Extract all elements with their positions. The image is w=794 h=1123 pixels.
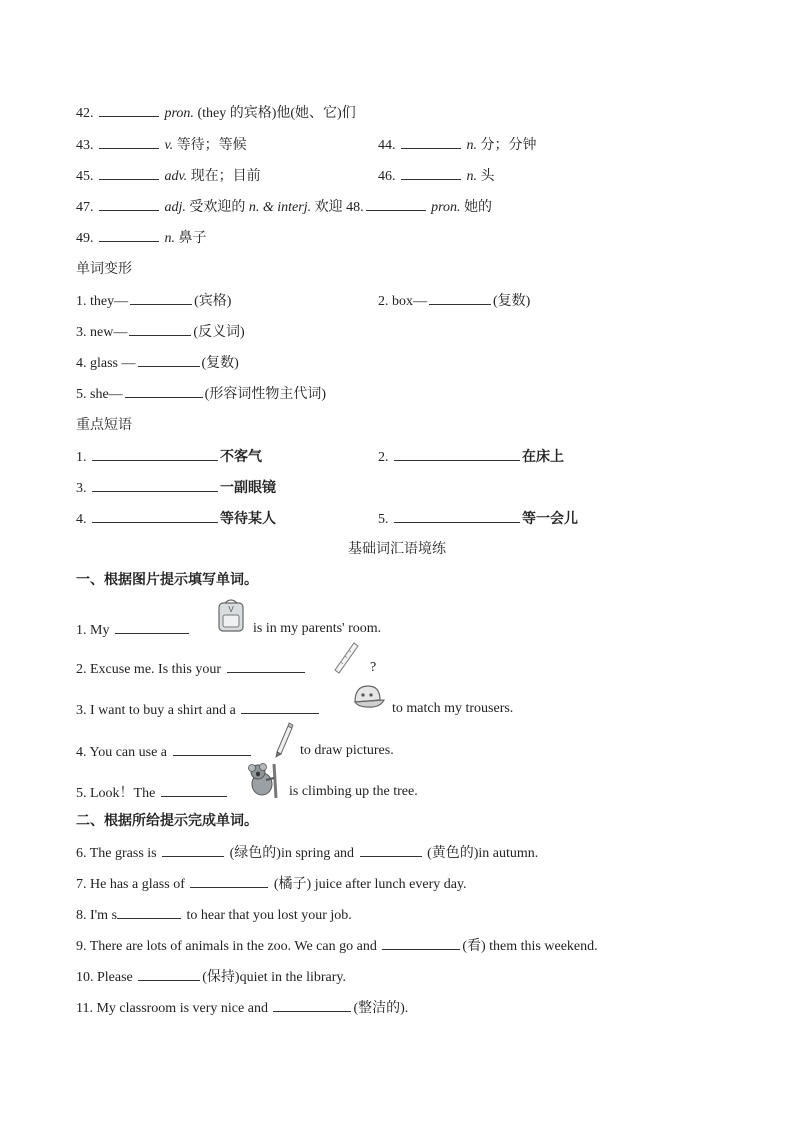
cap-icon (350, 682, 386, 712)
word-form-item-3: 3. new— (反义词) (76, 322, 245, 342)
answer-blank[interactable] (99, 197, 159, 211)
phrase-item-2: 2. 在床上 (378, 447, 564, 467)
svg-text:V: V (228, 605, 234, 614)
vocab-item-45: 45. adv. 现在；目前 (76, 166, 261, 186)
part2-heading: 二、根据所给提示完成单词。 (76, 813, 258, 829)
vocab-item-43: 43. v. 等待；等候 (76, 135, 247, 155)
picture-question-4-end: to draw pictures. (300, 743, 394, 758)
answer-blank[interactable] (92, 509, 218, 523)
word-form-item-5: 5. she— (形容词性物主代词) (76, 384, 326, 404)
hint-question-7: 7. He has a glass of (橘子) juice after lunch every day. (76, 874, 467, 894)
part1-heading: 一、根据图片提示填写单词。 (76, 572, 258, 588)
answer-blank[interactable] (115, 620, 189, 634)
answer-blank[interactable] (401, 166, 461, 180)
picture-question-3-end: to match my trousers. (392, 701, 514, 716)
answer-blank[interactable] (99, 228, 159, 242)
hint-question-8: 8. I'm s to hear that you lost your job. (76, 905, 352, 925)
phrase-item-1: 1. 不客气 (76, 447, 262, 467)
picture-question-1: 1. My (76, 620, 191, 640)
answer-blank[interactable] (360, 843, 422, 857)
answer-blank[interactable] (92, 478, 218, 492)
answer-blank[interactable] (125, 384, 203, 398)
hint-question-10: 10. Please (保持)quiet in the library. (76, 967, 346, 987)
practice-title: 基础词汇语境练 (348, 541, 446, 557)
answer-blank[interactable] (117, 905, 181, 919)
koala-icon (246, 762, 284, 800)
vocab-item-49: 49. n. 鼻子 (76, 228, 207, 248)
answer-blank[interactable] (99, 166, 159, 180)
picture-question-5-end: is climbing up the tree. (289, 784, 418, 799)
picture-question-5: 5. Look！The (76, 783, 229, 803)
picture-question-2-end: ? (370, 660, 377, 675)
picture-question-1-end: is in my parents' room. (253, 621, 382, 636)
answer-blank[interactable] (366, 197, 426, 211)
answer-blank[interactable] (130, 291, 192, 305)
answer-blank[interactable] (382, 936, 460, 950)
answer-blank[interactable] (190, 874, 268, 888)
answer-blank[interactable] (92, 447, 218, 461)
ruler-icon (332, 640, 360, 674)
vocab-item-42: 42. pron. (they 的宾格)他(她、它)们 (76, 103, 356, 123)
answer-blank[interactable] (99, 103, 159, 117)
answer-blank[interactable] (161, 783, 227, 797)
schoolbag-icon (214, 597, 248, 635)
hint-question-9: 9. There are lots of animals in the zoo. We can go and (看) them this weekend. (76, 936, 598, 956)
word-forms-heading: 单词变形 (76, 261, 132, 277)
vocab-item-47-48: 47. adj. 受欢迎的 n. & interj. 欢迎 48. pron. 她的 (76, 197, 492, 217)
phrases-heading: 重点短语 (76, 417, 132, 433)
hint-question-11: 11. My classroom is very nice and (整洁的). (76, 998, 408, 1018)
picture-question-3: 3. I want to buy a shirt and a (76, 700, 321, 720)
answer-blank[interactable] (241, 700, 319, 714)
answer-blank[interactable] (227, 659, 305, 673)
word-form-item-2: 2. box— (复数) (378, 291, 530, 311)
answer-blank[interactable] (99, 135, 159, 149)
answer-blank[interactable] (394, 447, 520, 461)
pencil-icon (272, 722, 294, 758)
phrase-item-5: 5. 等一会儿 (378, 509, 578, 529)
word-form-item-4: 4. glass — (复数) (76, 353, 239, 373)
picture-question-4: 4. You can use a (76, 742, 253, 762)
answer-blank[interactable] (162, 843, 224, 857)
answer-blank[interactable] (129, 322, 191, 336)
vocab-item-46: 46. n. 头 (378, 166, 495, 186)
word-form-item-1: 1. they— (宾格) (76, 291, 231, 311)
answer-blank[interactable] (401, 135, 461, 149)
hint-question-6: 6. The grass is (绿色的)in spring and (黄色的)in autumn. (76, 843, 538, 863)
picture-question-2: 2. Excuse me. Is this your (76, 659, 307, 679)
answer-blank[interactable] (138, 353, 200, 367)
answer-blank[interactable] (273, 998, 351, 1012)
answer-blank[interactable] (429, 291, 491, 305)
phrase-item-3: 3. 一副眼镜 (76, 478, 276, 498)
vocab-item-44: 44. n. 分；分钟 (378, 135, 537, 155)
phrase-item-4: 4. 等待某人 (76, 509, 276, 529)
answer-blank[interactable] (173, 742, 251, 756)
answer-blank[interactable] (138, 967, 200, 981)
answer-blank[interactable] (394, 509, 520, 523)
